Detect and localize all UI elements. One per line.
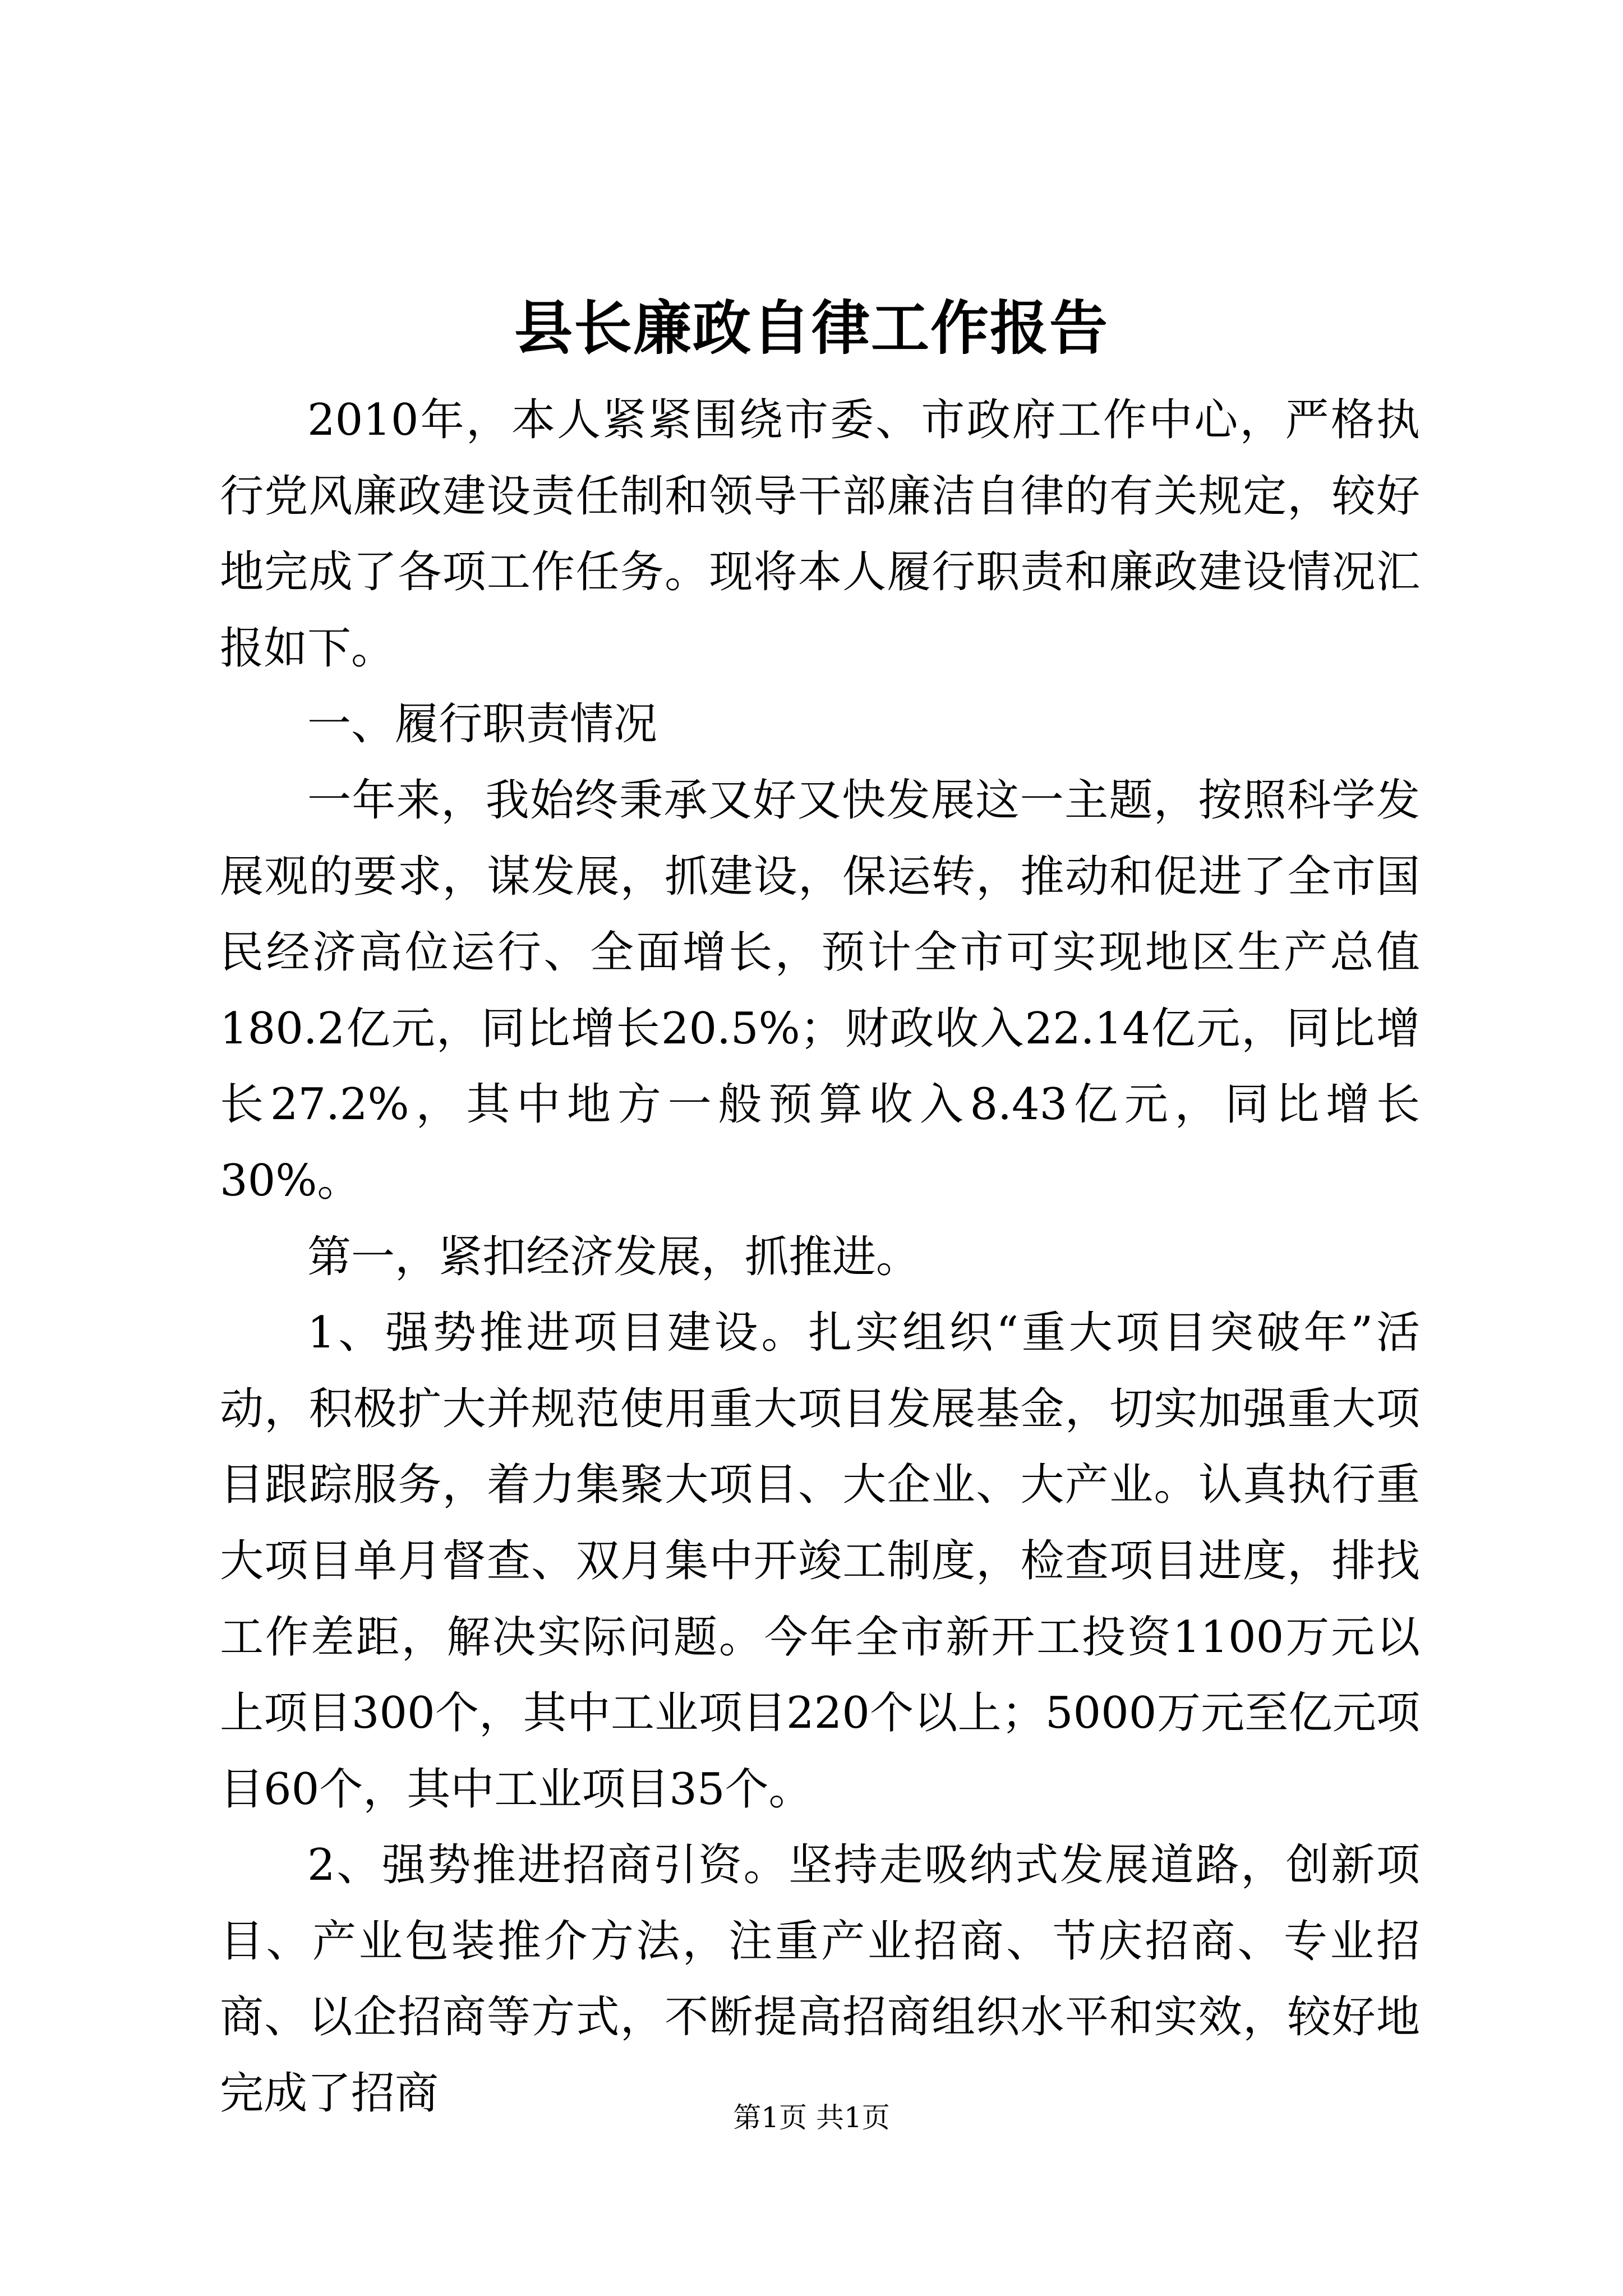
document-body <box>220 383 1420 2132</box>
paragraph-economy-summary: 一年来，我始终秉承又好又快发展这一主题，按照科学发展观的要求，谋发展，抓建设，保运转，推动和促进了全市国民经济高位运行、全面增长，预计全市可实现地区生产总值180.2亿元，同比增长20.5%；财政收入22.14亿元，同比增长27.2%，其中地方一般预算收入8.43亿元，同比增长30%。 <box>220 775 1420 1206</box>
paragraph-project-construction: 1、强势推进项目建设。扎实组织“重大项目突破年”活动，积极扩大并规范使用重大项目发展基金，切实加强重大项目跟踪服务，着力集聚大项目、大企业、大产业。认真执行重大项目单月督查、双月集中开竣工制度，检查项目进度，排找工作差距，解决实际问题。今年全市新开工投资1100万元以上项目300个，其中工业项目220个以上；5000万元至亿元项目60个，其中工业项目35个。 <box>220 1308 1420 1815</box>
paragraph-investment-attraction: 2、强势推进招商引资。坚持走吸纳式发展道路，创新项目、产业包装推介方法，注重产业招商、节庆招商、专业招商、以企招商等方式，不断提高招商组织水平和实效，较好地完成了招商 <box>220 1840 1420 2119</box>
page-footer: 第1页 共1页 <box>733 2101 890 2134</box>
paragraph-intro: 2010年，本人紧紧围绕市委、市政府工作中心，严格执行党风廉政建设责任制和领导干部廉洁自律的有关规定，较好地完成了各项工作任务。现将本人履行职责和廉政建设情况汇报如下。 <box>220 395 1420 674</box>
document-title: 县长廉政自律工作报告 <box>514 293 1109 362</box>
section-heading-duties: 一、履行职责情况 <box>307 699 658 750</box>
subheading-first: 第一，紧扣经济发展，抓推进。 <box>307 1231 920 1282</box>
